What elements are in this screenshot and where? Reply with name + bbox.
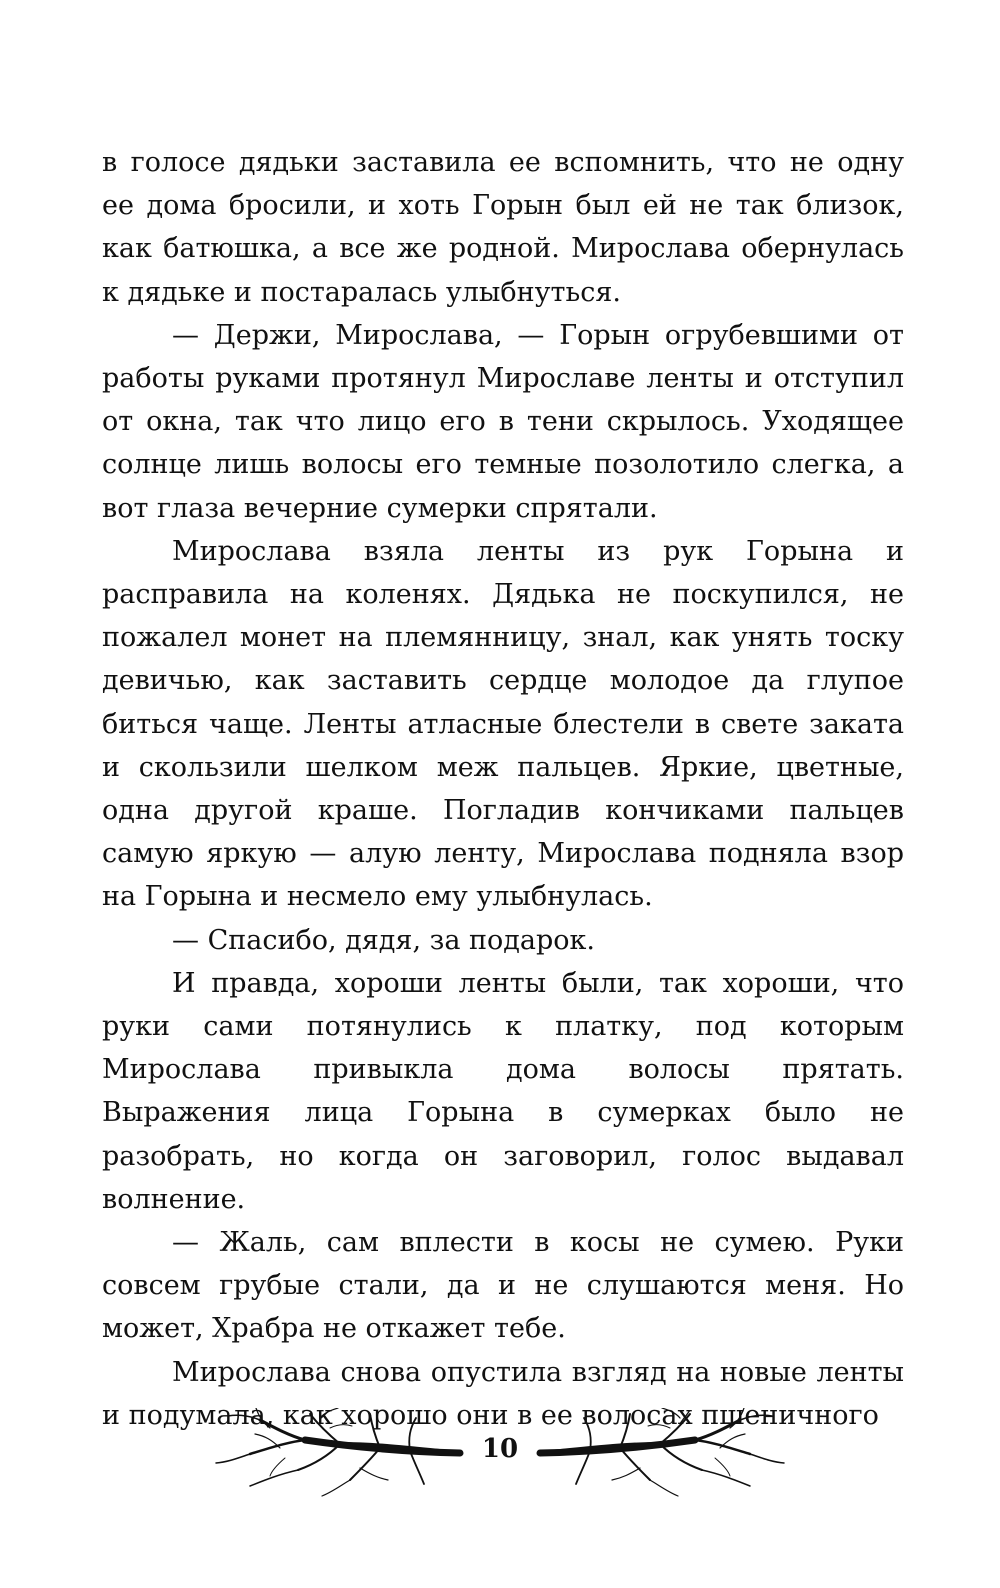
paragraph-3: Мирослава взяла ленты из рук Горына и расправила на коленях. Дядька не поскупился, не пожалел монет на племянницу, знал, как унять тоску девичью, как заставить сердце молодое да глупое биться чаще. Ленты атласные блестели в свете заката и скользили шелком меж пальцев. Яркие, цветные, одна другой краше. Погладив кончиками пальцев самую яркую — алую ленту, Мирослава подняла взор на Горына и несмело ему улыбнулась. xyxy=(102,535,904,913)
paragraph-5: И правда, хороши ленты были, так хороши, что руки сами потянулись к платку, под которым Мирослава привыкла дома волосы прятать. Выражения лица Горына в сумерках было не разобрать, но когда он заговорил, голос выдавал волнение. xyxy=(102,967,904,1215)
body-text xyxy=(102,141,904,1437)
paragraph-4: — Спасибо, дядя, за подарок. xyxy=(172,924,595,956)
page-footer xyxy=(210,1408,790,1518)
paragraph-2: — Держи, Мирослава, — Горын огрубевшими от работы руками протянул Мирославе ленты и отступил от окна, так что лицо его в тени скрылось. Уходящее солнце лишь волосы его темные позолотило слегка, а вот глаза вечерние сумерки спрятали. xyxy=(102,319,904,524)
paragraph-1: в голосе дядьки заставила ее вспомнить, что не одну ее дома бросили, и хоть Горын был ей не так близок, как батюшка, а все же родной. Мирослава обернулась к дядьке и постаралась улыбнуться. xyxy=(102,147,904,308)
paragraph-6: — Жаль, сам вплести в косы не сумею. Руки совсем грубые стали, да и не слушаются меня. Но может, Храбра не откажет тебе. xyxy=(102,1227,904,1345)
paragraph-7: Мирослава снова опустила взгляд на новые ленты и подумала, как хорошо они в ее волосах пшеничного xyxy=(102,1356,904,1431)
branch-ornament-right-icon xyxy=(530,1408,790,1518)
branch-ornament-left-icon xyxy=(210,1408,470,1518)
page-number: 10 xyxy=(481,1434,519,1464)
